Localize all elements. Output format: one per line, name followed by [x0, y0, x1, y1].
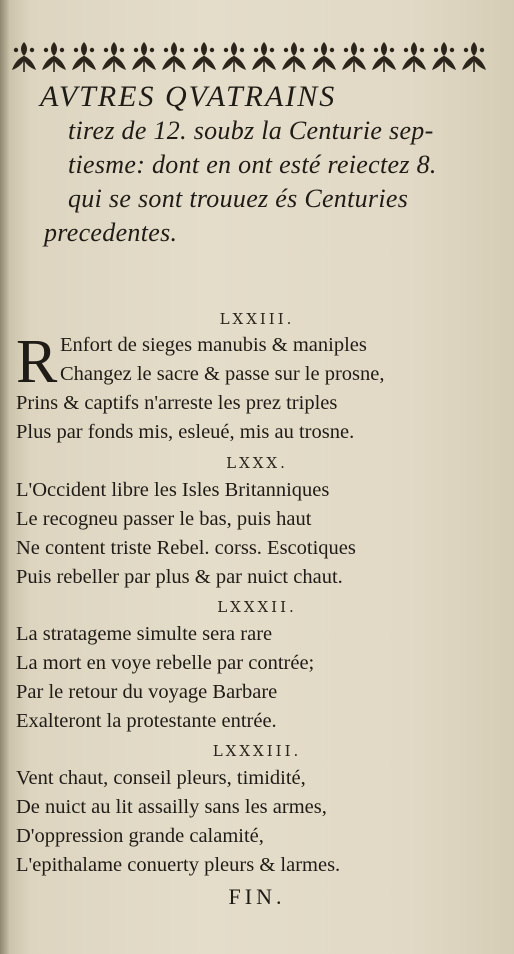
ornament-fleuron	[462, 42, 486, 72]
ornament-fleuron	[72, 42, 96, 72]
ornament-fleuron	[12, 42, 36, 72]
ornament-fleuron	[252, 42, 276, 72]
title-line-2: tirez de 12. soubz la Centurie sep-	[68, 116, 434, 145]
stanza-numeral: LXXXII.	[217, 598, 297, 616]
verse-line: Ne content triste Rebel. corss. Escotiques	[16, 537, 356, 559]
ornament-fleuron	[372, 42, 396, 72]
page-title	[40, 80, 490, 250]
page-gutter	[0, 0, 9, 954]
ornament-fleuron	[222, 42, 246, 72]
ornament-fleuron	[132, 42, 156, 72]
ornament-fleuron	[402, 42, 426, 72]
stanza-3	[16, 620, 496, 736]
verse-line: Le recogneu passer le bas, puis haut	[16, 508, 312, 530]
title-line-4: qui se sont trouuez és Centuries	[68, 184, 409, 213]
verse-line: Plus par fonds mis, esleué, mis au trosne.	[16, 421, 355, 443]
ornament-fleuron	[192, 42, 216, 72]
stanza-numeral: LXXXIII.	[212, 742, 302, 760]
verse-line: Enfort de sieges manubis & maniples	[60, 334, 367, 356]
ornament-fleuron	[312, 42, 336, 72]
fin-label: FIN.	[228, 884, 286, 909]
title-line-1: AVTRES QVATRAINS	[40, 80, 337, 113]
title-line-5: precedentes.	[44, 218, 178, 247]
ornament-fleuron	[432, 42, 456, 72]
verse-line: Vent chaut, conseil pleurs, timidité,	[16, 767, 306, 789]
title-line-3: tiesme: dont en ont esté reiectez 8.	[68, 150, 437, 179]
verse-line: De nuict au lit assailly sans les armes,	[16, 796, 327, 818]
stanza-4	[16, 764, 496, 880]
stanza-1	[16, 328, 496, 447]
verse-line: La mort en voye rebelle par contrée;	[16, 652, 315, 674]
verse-line: Par le retour du voyage Barbare	[16, 681, 278, 703]
ornament-fleuron	[342, 42, 366, 72]
ornament-fleuron	[282, 42, 306, 72]
verse-line: Exalteront la protestante entrée.	[16, 710, 277, 732]
verse-line: L'Occident libre les Isles Britanniques	[16, 479, 330, 501]
stanza-2	[16, 476, 496, 592]
verse-line: Puis rebeller par plus & par nuict chaut.	[16, 566, 343, 588]
verse-line: D'oppression grande calamité,	[16, 825, 264, 847]
ornament-fleuron	[42, 42, 66, 72]
ornament-fleuron	[102, 42, 126, 72]
stanza-numeral: LXXIII.	[219, 310, 295, 328]
verse-line: Prins & captifs n'arreste les prez triples	[16, 392, 338, 414]
drop-cap: R	[16, 328, 58, 396]
ornament-fleuron	[162, 42, 186, 72]
verse-line: La stratageme simulte sera rare	[16, 623, 273, 645]
verse-line: Changez le sacre & passe sur le prosne,	[60, 363, 385, 385]
verse-line: L'epithalame conuerty pleurs & larmes.	[16, 854, 341, 876]
stanza-numeral: LXXX.	[226, 454, 288, 472]
decorative-ornament-band	[10, 36, 490, 76]
